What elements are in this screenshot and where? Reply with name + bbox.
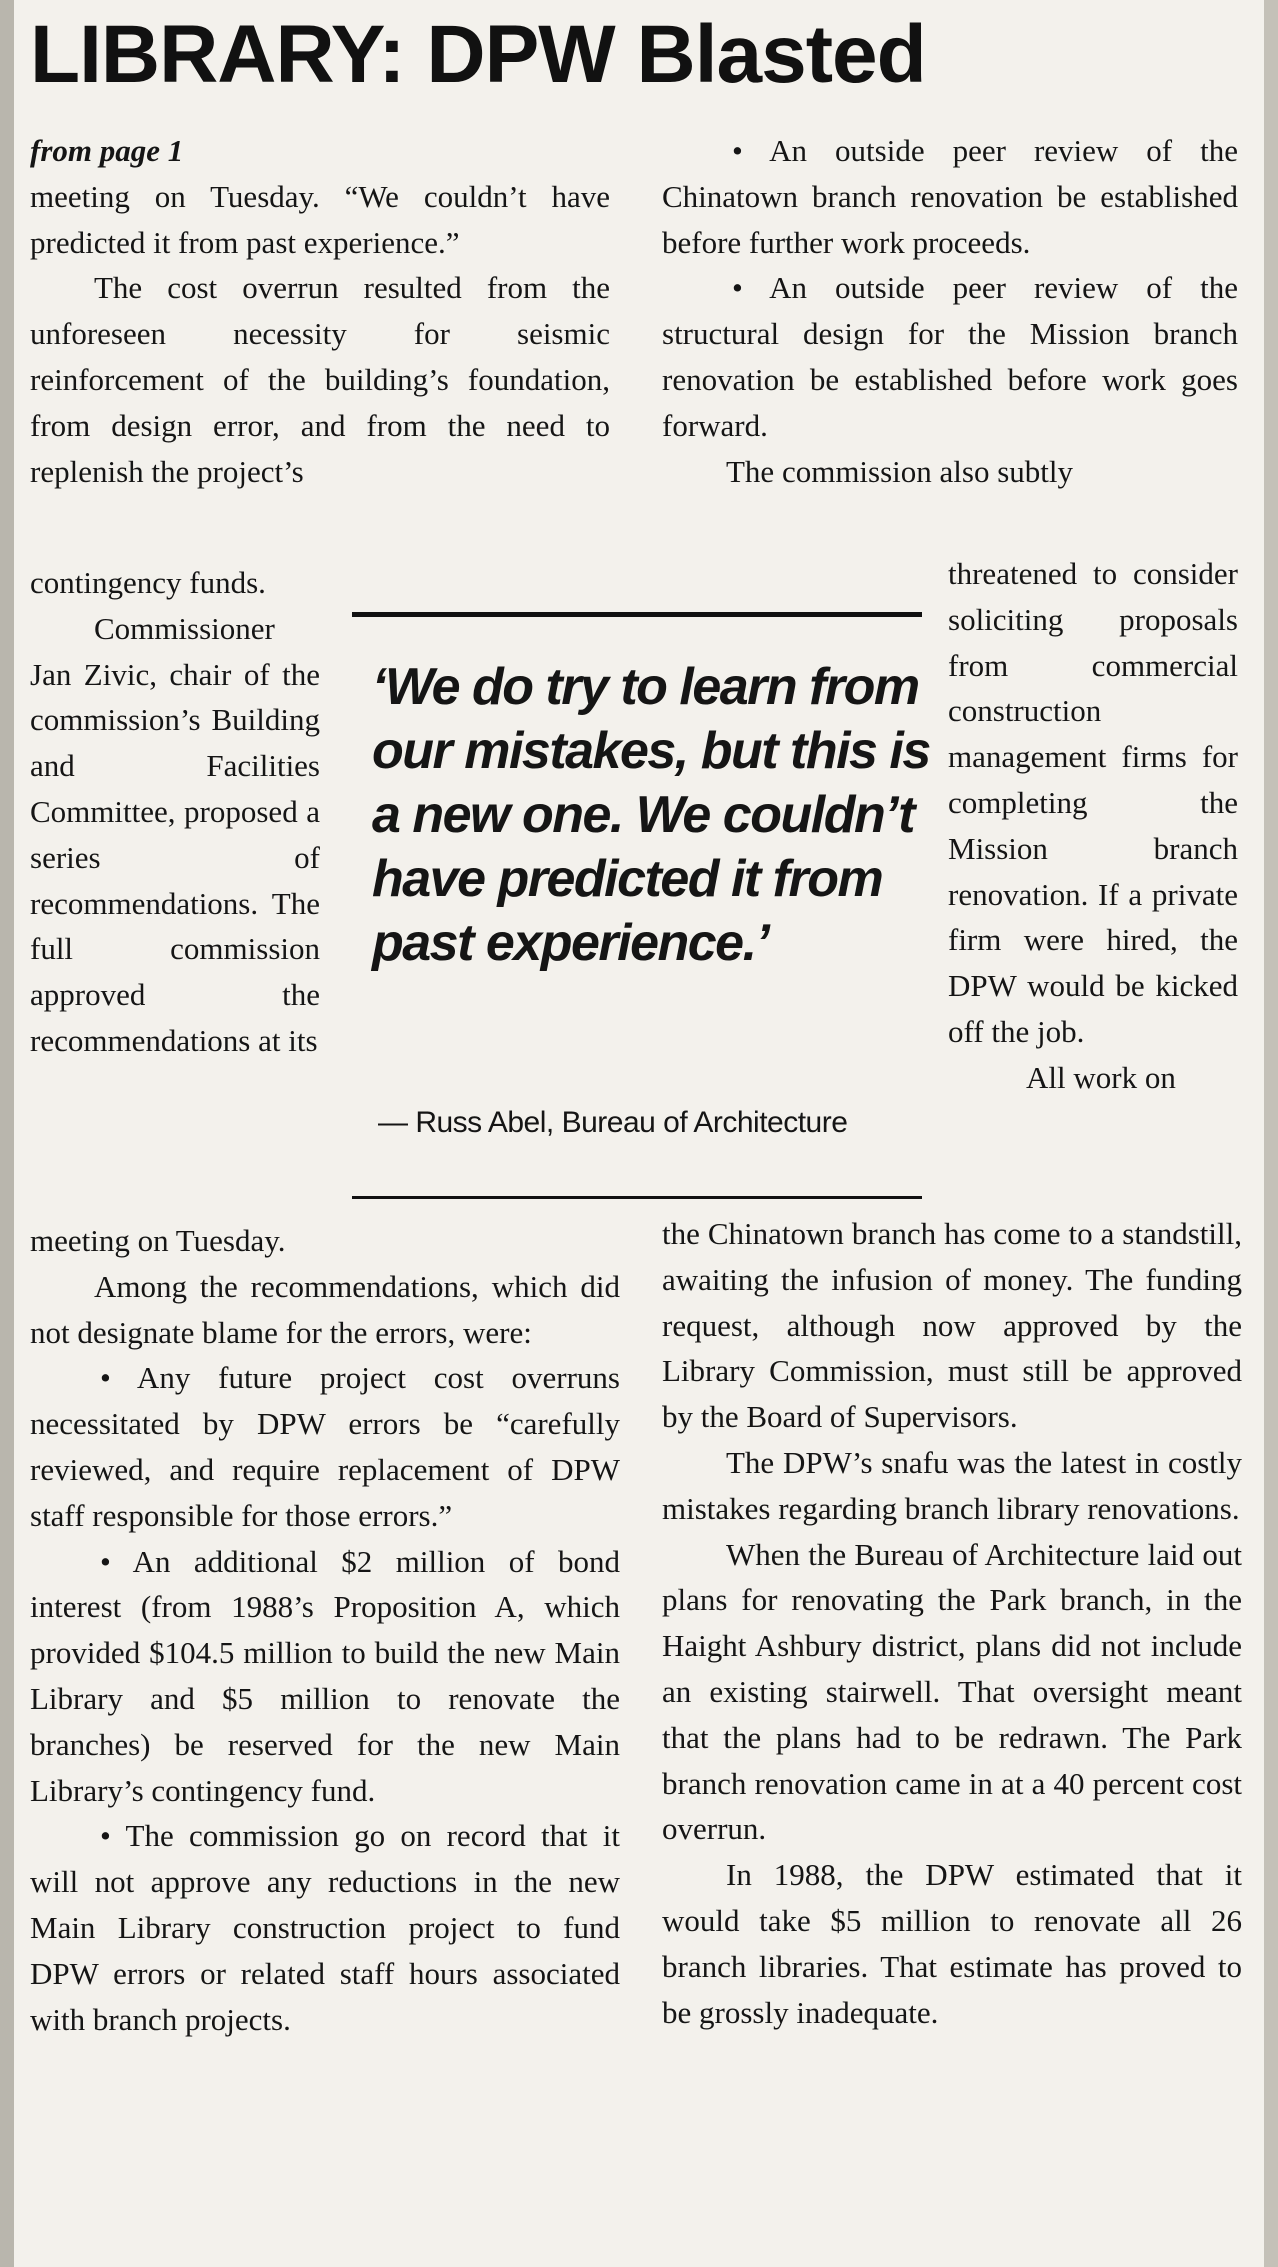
article-paragraph: The commission also subtly xyxy=(726,453,1074,489)
left-column-bottom xyxy=(30,1218,620,2042)
recommendation-item: • The commission go on record that it will not approve any reductions in the new Main Library construction project to fund DPW errors or related staff hours associated with branch projects. xyxy=(30,1818,620,2037)
scan-edge-right xyxy=(1264,0,1278,2267)
article-paragraph: When the Bureau of Architecture laid out plans for renovating the Park branch, in the Haight Ashbury district, plans did not include an existing stairwell. That oversight meant that the plans had to be redrawn. The Park branch renovation came in at a 40 percent cost overrun. xyxy=(662,1536,1242,1847)
article-paragraph: In 1988, the DPW estimated that it would take $5 million to renovate all 26 branch libraries. That estimate has proved to be grossly inadequate. xyxy=(662,1857,1242,2030)
recommendation-item: • An additional $2 million of bond interest (from 1988’s Proposition A, which provided $104.5 million to build the new Main Library and $5 million to renovate the branches) be reserved for the new Main Library’s contingency fund. xyxy=(30,1543,620,1808)
article-paragraph: The DPW’s snafu was the latest in costly mistakes regarding branch library renovations. xyxy=(662,1444,1242,1526)
right-column-top xyxy=(662,128,1238,494)
article-paragraph: The cost overrun resulted from the unforeseen necessity for seismic reinforcement of the building’s foundation, from design error, and from the need to replenish the project’s xyxy=(30,270,610,489)
pull-quote-attribution: — Russ Abel, Bureau of Architecture xyxy=(378,1106,848,1139)
pull-quote: ‘We do try to learn from our mistakes, but this is a new one. We couldn’t have predicted it from past experience.’ xyxy=(372,658,930,972)
article-paragraph: meeting on Tuesday. “We couldn’t have predicted it from past experience.” xyxy=(30,178,610,260)
article-paragraph: Commissioner Jan Zivic, chair of the commission’s Building and Facilities Committee, proposed a series of recommendations. The full commission approved the recommendations at its xyxy=(30,610,320,1058)
article-paragraph: All work on xyxy=(1026,1059,1176,1095)
article-paragraph: contingency funds. xyxy=(30,565,266,600)
recommendation-item: • Any future project cost overruns necessitated by DPW errors be “carefully reviewed, and require replacement of DPW staff responsible for those errors.” xyxy=(30,1360,620,1533)
right-column-bottom xyxy=(662,1211,1242,2035)
article-paragraph: Among the recommendations, which did not designate blame for the errors, were: xyxy=(30,1268,620,1350)
left-column-top xyxy=(30,128,610,494)
recommendation-item: • An outside peer review of the Chinatown branch renovation be established before further work proceeds. xyxy=(662,133,1238,260)
article-paragraph: the Chinatown branch has come to a standstill, awaiting the infusion of money. The funding request, although now approved by the Library Commission, must still be approved by the Board of Supervisors. xyxy=(662,1216,1242,1435)
article-paragraph: threatened to consider soliciting proposals from commercial construction management firms for completing the Mission branch renovation. If a private firm were hired, the DPW would be kicked off the job. xyxy=(948,556,1238,1049)
jump-line: from page 1 xyxy=(30,133,184,168)
left-column-narrow xyxy=(30,560,320,1064)
recommendation-item: • An outside peer review of the structural design for the Mission branch renovation be established before work goes forward. xyxy=(662,270,1238,443)
pull-quote-top-rule xyxy=(352,612,922,617)
pull-quote-bottom-rule xyxy=(352,1196,922,1199)
article-paragraph: meeting on Tuesday. xyxy=(30,1223,286,1258)
scan-edge-left xyxy=(0,0,14,2267)
right-column-narrow xyxy=(948,551,1238,1101)
headline: LIBRARY: DPW Blasted xyxy=(30,9,926,100)
